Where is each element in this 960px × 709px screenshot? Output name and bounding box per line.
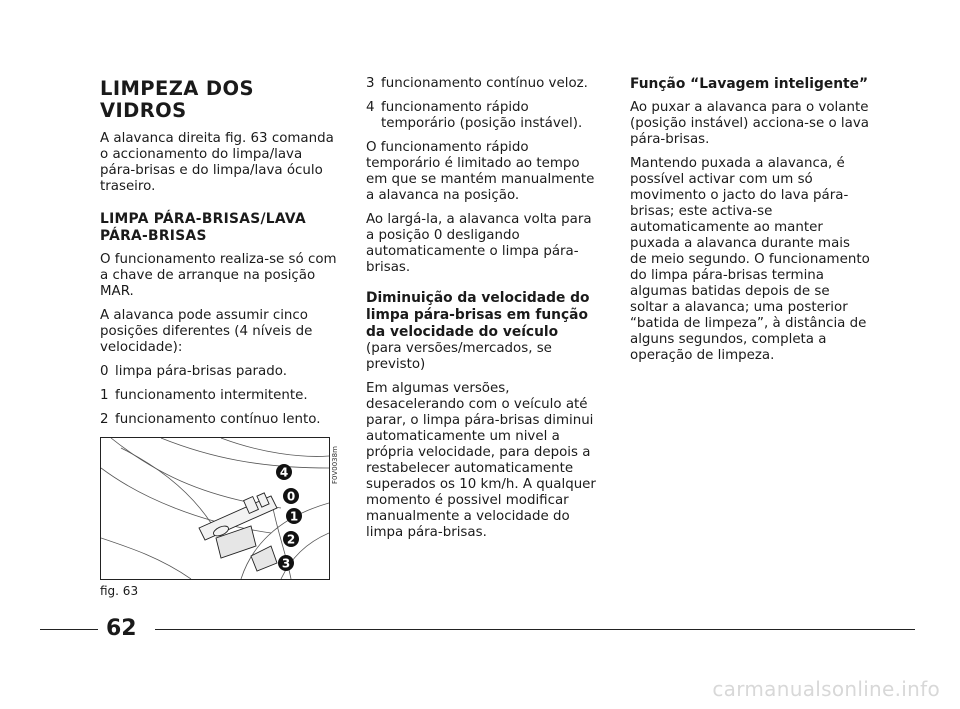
list-item: 3 funcionamento contínuo veloz. (366, 76, 588, 91)
marker-1: 1 (289, 509, 299, 524)
page-footer (40, 616, 920, 642)
intro-paragraph: A alavanca direita fig. 63 comanda o accionamento do limpa/lava pára-brisas e do limpa/lava óculo traseiro. (100, 131, 334, 194)
position-markers (276, 464, 302, 571)
figure-code: F0V0038m (331, 446, 339, 484)
subsection-heading: Diminuição da velocidade do limpa pára-brisas em função da velocidade do veículo (366, 290, 590, 340)
paragraph: Ao largá-la, a alavanca volta para a posição 0 desligando automaticamente o limpa pára-brisas. (366, 212, 592, 275)
paragraph: Em algumas versões, desacelerando com o veículo até parar, o limpa pára-brisas diminui automaticamente um nivel a própria velocidade, para depois a restabelecer automaticamente superados os 10 km/h. A qualquer momento é possivel modificar manualmente a velocidade do limpa pára-brisas. (366, 381, 596, 540)
column-2 (366, 76, 602, 549)
paragraph: A alavanca pode assumir cinco posições diferentes (4 níveis de velocidade): (100, 308, 313, 355)
marker-2: 2 (286, 532, 296, 547)
paragraph: O funcionamento rápido temporário é limitado ao tempo em que se mantém manualmente a alavanca na posição. (366, 140, 595, 203)
marker-3: 3 (281, 556, 291, 571)
subsection-title: LIMPA PÁRA-BRISAS/LAVA PÁRA-BRISAS (100, 211, 306, 244)
watermark: carmanualsonline.info (712, 677, 940, 701)
page-number: 62 (106, 616, 137, 641)
paragraph: Mantendo puxada a alavanca, é possível activar com um só movimento o jacto do lava pára-brisas; este activa-se automaticamente ao manter puxada a alavanca durante mais de meio segundo. O funcionamento do limpa pára-brisas termina algumas batidas depois de se soltar a alavanca; uma posterior “batida de limpeza”, à distância de alguns segundos, completa a operação de limpeza. (630, 156, 870, 363)
wiper-lever-illustration (101, 438, 329, 579)
marker-4: 4 (279, 465, 289, 480)
footer-rule-right (155, 629, 915, 630)
paragraph: Ao puxar a alavanca para o volante (posição instável) acciona-se o lava pára-brisas. (630, 100, 869, 147)
list-item: 1 funcionamento intermitente. (100, 388, 308, 403)
subsection-heading: Função “Lavagem inteligente” (630, 76, 869, 92)
marker-0: 0 (286, 489, 296, 504)
list-item: 2 funcionamento contínuo lento. (100, 412, 321, 427)
column-1 (100, 76, 340, 436)
footer-rule-left (40, 629, 98, 630)
section-title: LIMPEZA DOS VIDROS (100, 77, 254, 122)
paragraph: O funcionamento realiza-se só com a chave de arranque na posição MAR. (100, 252, 337, 299)
figure-wiper-lever (100, 437, 330, 580)
column-3 (630, 76, 870, 372)
figure-caption: fig. 63 (100, 584, 139, 598)
availability-note: (para versões/mercados, se previsto) (366, 341, 552, 372)
list-item: 0 limpa pára-brisas parado. (100, 364, 287, 379)
list-item: 4 funcionamento rápido temporário (posição instável). (366, 100, 583, 131)
